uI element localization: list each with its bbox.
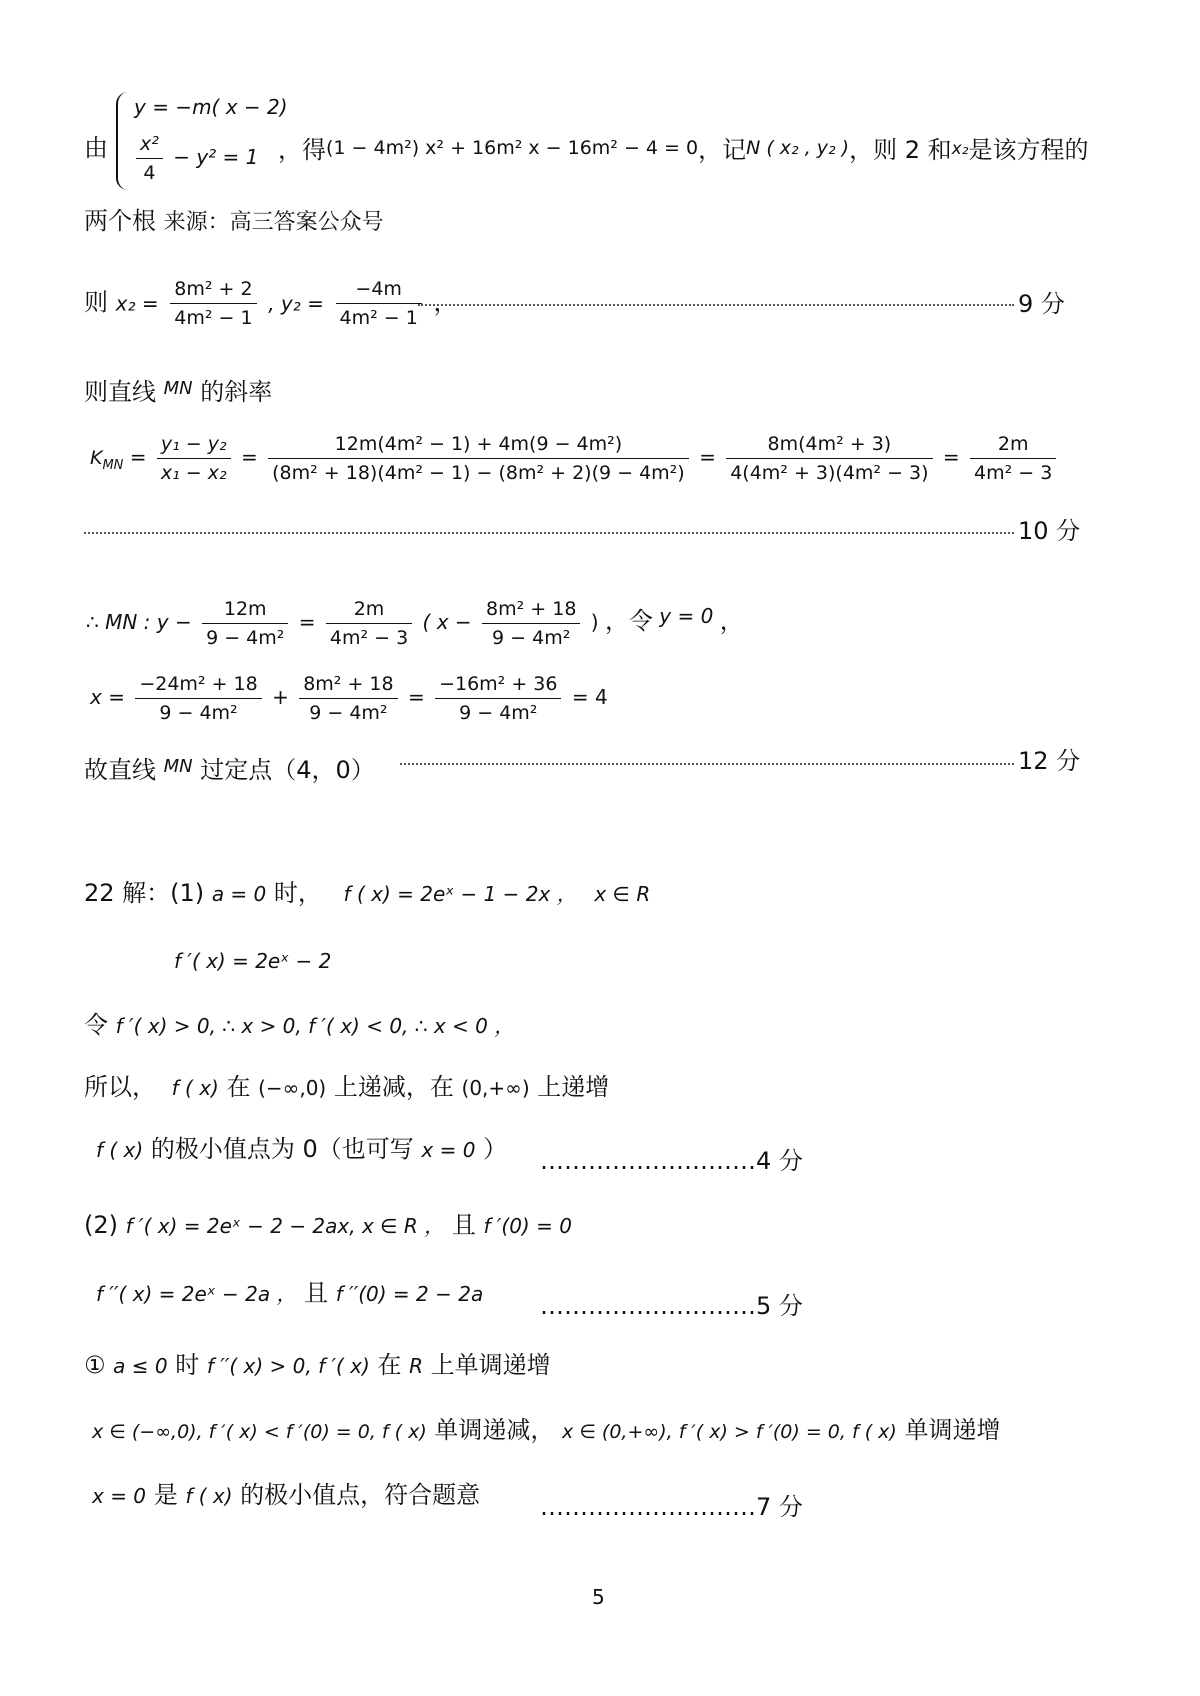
p1-you: 由 bbox=[84, 134, 108, 162]
q22-l4-c: 在 bbox=[226, 1073, 251, 1101]
p4-b: 的斜率 bbox=[200, 378, 273, 406]
system-eq-2 bbox=[132, 130, 258, 187]
p3-x2-lhs: x₂ = bbox=[115, 291, 159, 316]
q22-l4-a: 所以， bbox=[84, 1073, 156, 1101]
system-brace bbox=[116, 92, 128, 190]
p8-a: 故直线 bbox=[84, 756, 156, 784]
p5-frac-3 bbox=[726, 430, 932, 487]
q22-l1-e: x ∈ R bbox=[594, 882, 651, 906]
p3-line bbox=[84, 275, 457, 332]
p5-lhs-sub: MN bbox=[102, 458, 124, 473]
q22-l1-c: 时， bbox=[273, 879, 322, 907]
p7-pre: x = bbox=[90, 685, 125, 709]
q22-l10-score: ………………………7 分 bbox=[540, 1493, 803, 1521]
p3-ze: 则 bbox=[84, 288, 108, 317]
p3-x2-frac bbox=[170, 275, 256, 332]
q22-l10-d: 的极小值点，符合题意 bbox=[240, 1481, 481, 1509]
system-eq-2-frac bbox=[136, 130, 163, 187]
q22-l3-b: f ′( x) > 0, ∴ x > 0, f ′( x) < 0, ∴ x < 0 ， bbox=[115, 1014, 515, 1038]
q22-l4-b: f ( x) bbox=[171, 1076, 219, 1100]
frac-den: 4 bbox=[143, 162, 156, 184]
p5-frac-1 bbox=[157, 430, 231, 487]
frac-num: 8m² + 2 bbox=[170, 275, 256, 304]
frac-num: x² bbox=[136, 130, 163, 159]
p1-equation: (1 − 4m²) x² + 16m² x − 16m² − 4 = 0 bbox=[326, 137, 699, 159]
q22-l8-e: 在 bbox=[377, 1351, 402, 1379]
p2-text: 两个根 bbox=[84, 207, 156, 235]
frac-num: 8m(4m² + 3) bbox=[726, 430, 932, 459]
p6-line bbox=[86, 595, 744, 652]
frac-num: 8m² + 18 bbox=[482, 595, 580, 624]
q22-l7-score: ………………………5 分 bbox=[540, 1292, 803, 1320]
p7-line bbox=[90, 670, 608, 727]
p5-score: 10 分 bbox=[1018, 517, 1081, 545]
p1-n-point: N ( x₂ , y₂ ) bbox=[746, 137, 850, 159]
q22-l10-b: 是 bbox=[153, 1481, 178, 1509]
p6-mid: ( x − bbox=[422, 610, 472, 634]
p5-lhs: K bbox=[90, 447, 103, 469]
q22-l4-e: 上递减，在 bbox=[333, 1073, 454, 1101]
frac-num: 2m bbox=[970, 430, 1056, 459]
q22-l6-a: (2) bbox=[84, 1211, 118, 1239]
q22-l6-d: f ′(0) = 0 bbox=[483, 1214, 572, 1238]
q22-l9-b: 单调递减， bbox=[434, 1416, 555, 1444]
q22-l5-c: x = 0 bbox=[421, 1138, 476, 1162]
p6-ling: ，令 bbox=[604, 607, 653, 635]
p3-dotted-leader bbox=[418, 304, 1014, 306]
p3-y2-frac bbox=[336, 275, 422, 332]
q22-l4-d: (−∞,0) bbox=[258, 1076, 327, 1100]
frac-num: −24m² + 18 bbox=[135, 670, 261, 699]
q22-l9-c: x ∈ (0,+∞), f ′( x) > f ′(0) = 0, f ( x) bbox=[562, 1421, 897, 1443]
frac-den: 4m² − 1 bbox=[339, 307, 418, 329]
p5-frac-2 bbox=[268, 430, 689, 487]
q22-l7-a: f ′′( x) = 2eˣ − 2a ， bbox=[96, 1282, 297, 1306]
q22-l5-score: ………………………4 分 bbox=[540, 1147, 803, 1175]
p6-pre: ∴ MN : y − bbox=[86, 610, 192, 634]
q22-l3 bbox=[84, 1010, 514, 1041]
frac-den: 9 − 4m² bbox=[206, 627, 285, 649]
q22-l3-a: 令 bbox=[84, 1011, 108, 1039]
p5-line bbox=[90, 430, 1060, 487]
frac-num: −4m bbox=[336, 275, 422, 304]
p6-frac-2 bbox=[326, 595, 412, 652]
p8-mn: MN bbox=[163, 756, 193, 777]
frac-num: 12m(4m² − 1) + 4m(9 − 4m²) bbox=[268, 430, 689, 459]
p4-mn: MN bbox=[163, 378, 193, 399]
p3-score: 9 分 bbox=[1018, 290, 1065, 318]
p6-cond: y = 0 bbox=[659, 604, 714, 628]
q22-l5-d: ） bbox=[483, 1135, 508, 1163]
frac-den: 9 − 4m² bbox=[309, 702, 388, 724]
p5-dotted-leader bbox=[84, 532, 1014, 534]
system-eq-2-rest: − y² = 1 bbox=[173, 145, 259, 169]
p8-dotted-leader bbox=[400, 763, 1014, 765]
p6-frac-3 bbox=[482, 595, 580, 652]
p4-line bbox=[84, 374, 272, 407]
frac-den: 9 − 4m² bbox=[159, 702, 238, 724]
frac-den: 9 − 4m² bbox=[459, 702, 538, 724]
frac-den: 9 − 4m² bbox=[492, 627, 571, 649]
q22-l1-d: f ( x) = 2eˣ − 1 − 2x ， bbox=[343, 882, 577, 906]
frac-num: 2m bbox=[326, 595, 412, 624]
p7-frac-1 bbox=[135, 670, 261, 727]
p1-de: ，得 bbox=[278, 136, 326, 164]
p4-a: 则直线 bbox=[84, 378, 156, 406]
p1-x2: x₂ bbox=[951, 139, 969, 159]
eq-sign: = bbox=[298, 610, 316, 634]
q22-l5 bbox=[96, 1134, 507, 1165]
q22-l7-b: 且 bbox=[304, 1279, 329, 1307]
q22-l4 bbox=[84, 1072, 609, 1103]
q22-l4-g: 上递增 bbox=[537, 1073, 610, 1101]
q22-l10-c: f ( x) bbox=[185, 1484, 233, 1508]
q22-l8-f: R bbox=[409, 1354, 424, 1378]
q22-l10-a: x = 0 bbox=[92, 1484, 147, 1508]
p6-end: ， bbox=[719, 607, 744, 635]
q22-l8-g: 上单调递增 bbox=[430, 1351, 551, 1379]
q22-l8-a: ① bbox=[84, 1351, 106, 1379]
p1-tail: ，则 2 和 bbox=[849, 136, 952, 164]
q22-l2: f ′( x) = 2eˣ − 2 bbox=[174, 949, 332, 973]
q22-l6-b: f ′( x) = 2eˣ − 2 − 2ax, x ∈ R ， bbox=[125, 1214, 445, 1238]
frac-num: 12m bbox=[202, 595, 288, 624]
frac-den: (8m² + 18)(4m² − 1) − (8m² + 2)(9 − 4m²) bbox=[272, 462, 685, 484]
q22-l9-d: 单调递增 bbox=[904, 1416, 1001, 1444]
frac-den: 4(4m² + 3)(4m² − 3) bbox=[730, 462, 929, 484]
p7-result: = 4 bbox=[571, 685, 608, 709]
eq-sign: = bbox=[129, 445, 147, 469]
p1-tail2: 是该方程的 bbox=[968, 136, 1089, 164]
q22-l1 bbox=[84, 878, 650, 909]
frac-num: y₁ − y₂ bbox=[157, 430, 231, 459]
eq-sign: = bbox=[407, 685, 425, 709]
frac-den: 4m² − 3 bbox=[974, 462, 1053, 484]
eq-sign: = bbox=[942, 445, 960, 469]
q22-l10 bbox=[92, 1480, 480, 1511]
p3-comma: ， bbox=[433, 288, 458, 317]
p1-main bbox=[278, 133, 1089, 165]
frac-num: −16m² + 36 bbox=[435, 670, 561, 699]
frac-den: 4m² − 1 bbox=[174, 307, 253, 329]
q22-l7 bbox=[96, 1278, 483, 1309]
q22-l6 bbox=[84, 1210, 572, 1241]
p3-y2-lhs: , y₂ = bbox=[268, 291, 324, 316]
frac-den: x₁ − x₂ bbox=[160, 462, 227, 484]
p2-line bbox=[84, 206, 384, 238]
system-eq-1: y = −m( x − 2) bbox=[134, 95, 288, 119]
p7-frac-3 bbox=[435, 670, 561, 727]
eq-sign: = bbox=[241, 445, 258, 469]
q22-l9-a: x ∈ (−∞,0), f ′( x) < f ′(0) = 0, f ( x) bbox=[92, 1421, 427, 1443]
q22-l1-a: 22 解：(1) bbox=[84, 879, 205, 907]
p8-score: 12 分 bbox=[1018, 747, 1081, 775]
q22-l8-b: a ≤ 0 bbox=[113, 1354, 168, 1378]
p2-source: 来源：高三答案公众号 bbox=[163, 210, 384, 235]
p8-b: 过定点（4，0） bbox=[200, 756, 375, 784]
p6-close: ) bbox=[590, 610, 599, 634]
eq-sign: = bbox=[699, 445, 716, 469]
q22-l5-a: f ( x) bbox=[96, 1138, 144, 1162]
q22-l6-c: 且 bbox=[451, 1211, 476, 1239]
q22-l1-b: a = 0 bbox=[211, 882, 267, 906]
page-number: 5 bbox=[592, 1585, 605, 1609]
p5-frac-4 bbox=[970, 430, 1056, 487]
q22-l8-d: f ′′( x) > 0, f ′( x) bbox=[206, 1354, 370, 1378]
q22-l5-b: 的极小值点为 0（也可写 bbox=[150, 1135, 414, 1163]
p7-frac-2 bbox=[299, 670, 397, 727]
frac-den: 4m² − 3 bbox=[329, 627, 409, 649]
p6-frac-1 bbox=[202, 595, 288, 652]
plus-sign: + bbox=[272, 685, 289, 709]
q22-l9 bbox=[92, 1415, 1000, 1447]
p1-ji: ，记 bbox=[698, 136, 747, 164]
p8-line bbox=[84, 752, 375, 785]
q22-l7-c: f ′′(0) = 2 − 2a bbox=[335, 1282, 484, 1306]
q22-l8 bbox=[84, 1350, 551, 1381]
q22-l4-f: (0,+∞) bbox=[461, 1076, 530, 1100]
frac-num: 8m² + 18 bbox=[299, 670, 397, 699]
q22-l8-c: 时 bbox=[175, 1351, 200, 1379]
